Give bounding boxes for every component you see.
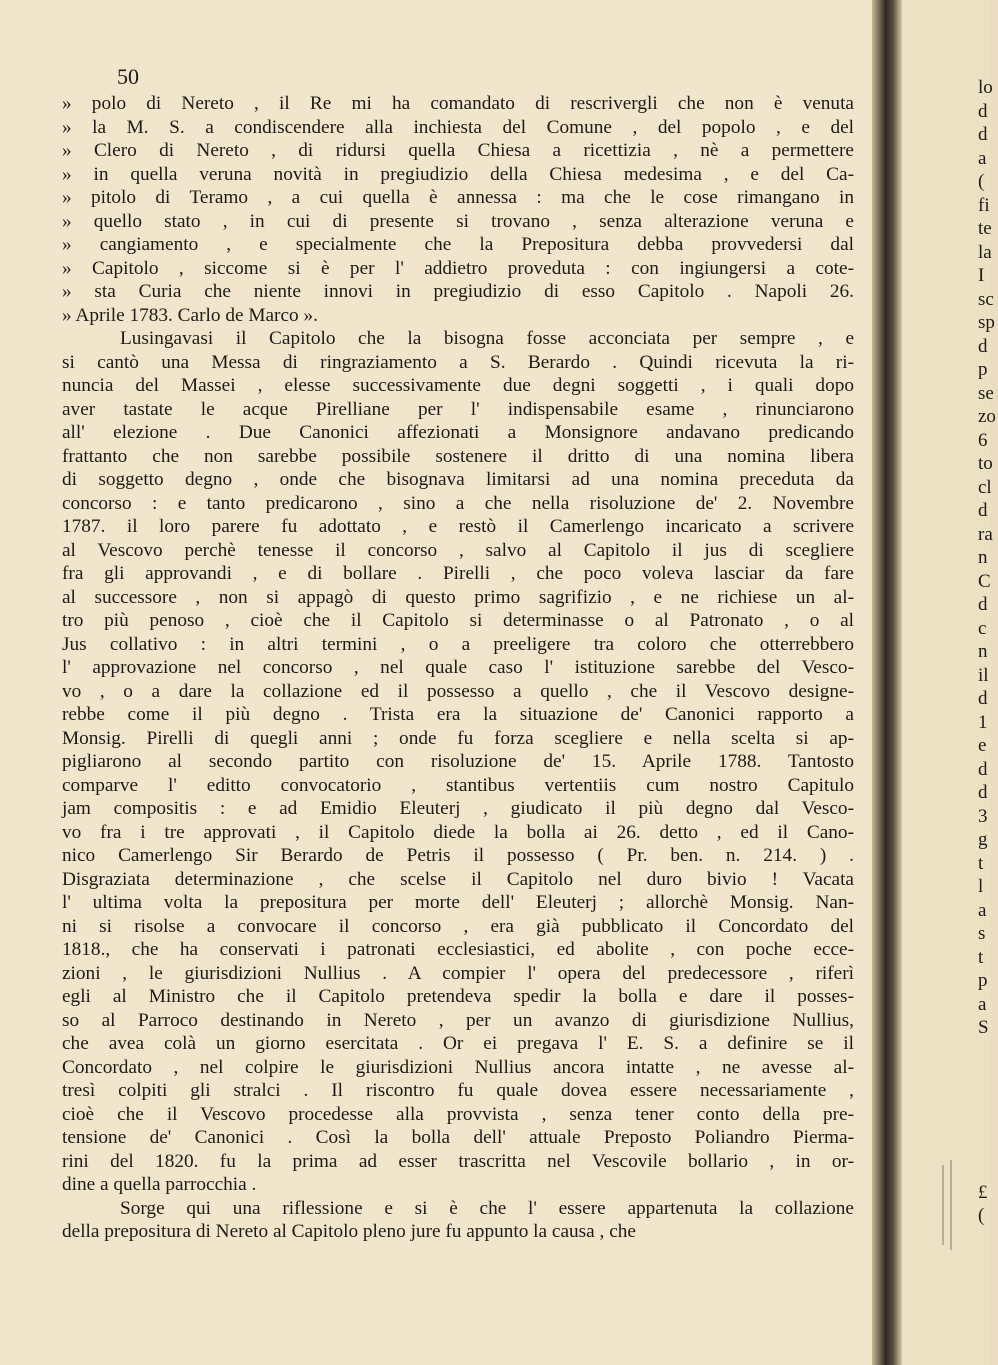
text-line: cioè che il Vescovo procedesse alla provvista , senza tener conto della pre- xyxy=(62,1103,854,1125)
text-line: di soggetto degno , onde che bisognava limitarsi ad una nomina preceduta da xyxy=(62,469,854,490)
facing-page-fragment: t xyxy=(978,946,984,968)
facing-page-fragment: n xyxy=(978,641,988,662)
text-line: dine a quella parrocchia . xyxy=(62,1174,257,1195)
text-line: nuncia del Massei , elesse successivamente due degni soggetti , i quali dopo xyxy=(62,375,854,396)
text-line: » quello stato , in cui di presente si trovano , senza alterazione veruna e xyxy=(62,210,854,232)
facing-page-fragment xyxy=(978,1040,998,1064)
facing-page-fragment: sc xyxy=(978,288,994,310)
facing-page-fragment: d xyxy=(978,782,988,803)
facing-page-fragment: C xyxy=(978,570,991,592)
facing-page-fragment: p xyxy=(978,970,988,991)
facing-page-fragment: a xyxy=(978,147,987,169)
text-line: jam compositis : e ad Emidio Eleuterj , giudicato il più degno dal Vesco- xyxy=(62,798,854,819)
text-line: l' ultima volta la prepositura per morte dell' Eleuterj ; allorchè Monsig. Nan- xyxy=(62,892,854,913)
text-line: concorso : e tanto predicarono , sino a che nella risoluzione de' 2. Novembre xyxy=(62,492,854,514)
facing-page-fragment: d xyxy=(978,594,988,615)
facing-page-fragment xyxy=(978,1134,998,1158)
facing-page-fragment: cl xyxy=(978,476,992,498)
text-line: comparve l' editto convocatorio , stantibus vertentiis cum nostro Capitulo xyxy=(62,774,854,796)
text-line: che avea colà un giorno esercitata . Or ei pregava l' E. S. a definire se il xyxy=(62,1033,854,1054)
book-gutter xyxy=(872,0,902,1365)
facing-page-fragment: e xyxy=(978,735,987,756)
facing-page-fragment: l xyxy=(978,876,984,897)
text-line: aver tastate le acque Pirelliane per l' indispensabile esame , rinunciarono xyxy=(62,398,854,420)
text-line: pigliarono al secondo partito con risoluzione de' 15. Aprile 1788. Tantosto xyxy=(62,751,854,772)
text-line: » sta Curia che niente innovi in pregiudizio di esso Capitolo . Napoli 26. xyxy=(62,281,854,302)
text-line: si cantò una Messa di ringraziamento a S. Berardo . Quindi ricevuta la ri- xyxy=(62,351,854,373)
text-line: al Vescovo perchè tenesse il concorso , salvo al Capitolo il jus di scegliere xyxy=(62,539,854,561)
facing-page-fragment: se xyxy=(978,382,994,404)
facing-page-fragment: ( xyxy=(978,1205,985,1226)
facing-page-fragment: I xyxy=(978,265,985,286)
scan-mark xyxy=(942,1165,944,1245)
text-line: 1818., che ha conservati i patronati ecclesiastici, ed abolite , con poche ecce- xyxy=(62,939,854,960)
facing-page-fragment: zo xyxy=(978,406,996,427)
text-line: » Clero di Nereto , di ridursi quella Chiesa a ricettizia , nè a permettere xyxy=(62,140,854,161)
facing-page-text xyxy=(978,76,998,1228)
facing-page-fragment: t xyxy=(978,852,984,874)
text-line: nico Camerlengo Sir Berardo de Petris il possesso ( Pr. ben. n. 214. ) . xyxy=(62,845,854,866)
facing-page-fragment: d xyxy=(978,124,988,145)
text-line: egli al Ministro che il Capitolo pretendeva spedir la bolla e dare il posses- xyxy=(62,986,854,1007)
text-line: » Capitolo , siccome si è per l' addietro proveduta : con ingiungersi a cote- xyxy=(62,257,854,279)
text-line: » la M. S. a condiscendere alla inchiesta del Comune , del popolo , e del xyxy=(62,116,854,138)
text-line: Sorge qui una riflessione e si è che l' essere appartenuta la collazione xyxy=(120,1197,854,1219)
facing-page-fragment: ra xyxy=(978,523,993,545)
facing-page-fragment: fi xyxy=(978,194,990,216)
page-number: 50 xyxy=(117,64,139,89)
facing-page-fragment: p xyxy=(978,359,988,380)
text-line: rebbe come il più degno . Trista era la situazione de' Canonici rapporto a xyxy=(62,704,854,725)
text-line: » cangiamento , e specialmente che la Prepositura debba provvedersi dal xyxy=(62,234,854,255)
facing-page-fragment: il xyxy=(978,664,989,686)
facing-page-fragment: to xyxy=(978,453,993,474)
facing-page-fragment: la xyxy=(978,241,992,263)
text-line: Lusingavasi il Capitolo che la bisogna fosse acconciata per sempre , e xyxy=(120,328,854,349)
text-line: » pitolo di Teramo , a cui quella è annessa : ma che le cose rimangano in xyxy=(62,187,854,208)
text-line: frattanto che non sarebbe possibile sostenere il dritto di una nomina libera xyxy=(62,445,854,467)
scan-mark xyxy=(950,1160,952,1250)
facing-page-fragment: lo xyxy=(978,77,993,98)
text-line: Monsig. Pirelli di quegli anni ; onde fu forza scegliere e nella scelta si ap- xyxy=(62,727,854,749)
facing-page-fragment: d xyxy=(978,500,988,521)
facing-page-fragment: s xyxy=(978,923,986,944)
facing-page-fragment: d xyxy=(978,335,988,357)
text-line: ni si risolse a convocare il concorso , era già pubblicato il Concordato del xyxy=(62,915,854,937)
text-line: » in quella veruna novità in pregiudizio della Chiesa medesima , e del Ca- xyxy=(62,163,854,185)
facing-page-fragment: d xyxy=(978,688,988,709)
text-line: Jus collativo : in altri termini , o a preeligere tra coloro che otterrebbero xyxy=(62,633,854,655)
text-line: tro più penoso , cioè che il Capitolo si determinasse o al Patronato , o al xyxy=(62,610,854,631)
facing-page-fragment: £ xyxy=(978,1181,988,1203)
facing-page-fragment xyxy=(978,1157,998,1181)
text-line: rini del 1820. fu la prima ad esser trascritta nel Vescovile bollario , in or- xyxy=(62,1150,854,1172)
facing-page-fragment: a xyxy=(978,899,987,921)
facing-page-fragment xyxy=(978,1110,998,1134)
text-line: tresì colpiti gli stralci . Il riscontro fu quale dovea essere necessariamente , xyxy=(62,1080,854,1101)
text-line: » polo di Nereto , il Re mi ha comandato di rescrivergli che non è venuta xyxy=(62,93,854,114)
text-line: Concordato , nel colpire le giurisdizioni Nullius ancora intatte , ne avesse al- xyxy=(62,1056,854,1078)
body-text xyxy=(62,92,854,1244)
text-line: 1787. il loro parere fu adottato , e restò il Camerlengo incaricato a scrivere xyxy=(62,516,854,537)
text-line: so al Parroco destinando in Nereto , per un avanzo di giurisdizione Nullius, xyxy=(62,1009,854,1031)
text-line: zioni , le giurisdizioni Nullius . A compier l' opera del predecessore , riferì xyxy=(62,962,854,984)
facing-page-fragment: S xyxy=(978,1017,989,1038)
facing-page-fragment: g xyxy=(978,829,988,850)
facing-page-fragment: te xyxy=(978,218,992,239)
text-line: all' elezione . Due Canonici affezionati a Monsignore andavano predicando xyxy=(62,422,854,443)
facing-page-fragment: ( xyxy=(978,171,985,192)
text-line: al successore , non si appagò di questo primo sagrifizio , e ne richiese un al- xyxy=(62,586,854,608)
facing-page-fragment xyxy=(978,1063,998,1087)
facing-page-fragment: d xyxy=(978,758,988,780)
text-line: vo fra i tre approvati , il Capitolo diede la bolla ai 26. detto , ed il Cano- xyxy=(62,821,854,843)
text-line: fra gli approvandi , e di bollare . Pirelli , che poco voleva lasciar da fare xyxy=(62,563,854,584)
text-line: Disgraziata determinazione , che scelse il Capitolo nel duro bivio ! Vacata xyxy=(62,868,854,890)
facing-page-fragment: a xyxy=(978,993,987,1015)
facing-page-fragment: sp xyxy=(978,312,995,333)
facing-page-fragment: n xyxy=(978,547,988,568)
facing-page-fragment xyxy=(978,1087,998,1111)
text-line: tensione de' Canonici . Così la bolla dell' attuale Preposto Poliandro Pierma- xyxy=(62,1127,854,1148)
text-line: » Aprile 1783. Carlo de Marco ». xyxy=(62,304,318,326)
text-line: della prepositura di Nereto al Capitolo pleno jure fu appunto la causa , che xyxy=(62,1221,636,1242)
facing-page-fragment: 6 xyxy=(978,429,988,451)
facing-page-fragment: d xyxy=(978,100,988,122)
facing-page-fragment: 1 xyxy=(978,711,988,733)
text-line: vo , o a dare la collazione ed il possesso a quello , che il Vescovo designe- xyxy=(62,680,854,702)
facing-page-fragment: c xyxy=(978,617,987,639)
facing-page-fragment: 3 xyxy=(978,805,988,827)
text-line: l' approvazione nel concorso , nel quale caso l' istituzione sarebbe del Vesco- xyxy=(62,657,854,678)
